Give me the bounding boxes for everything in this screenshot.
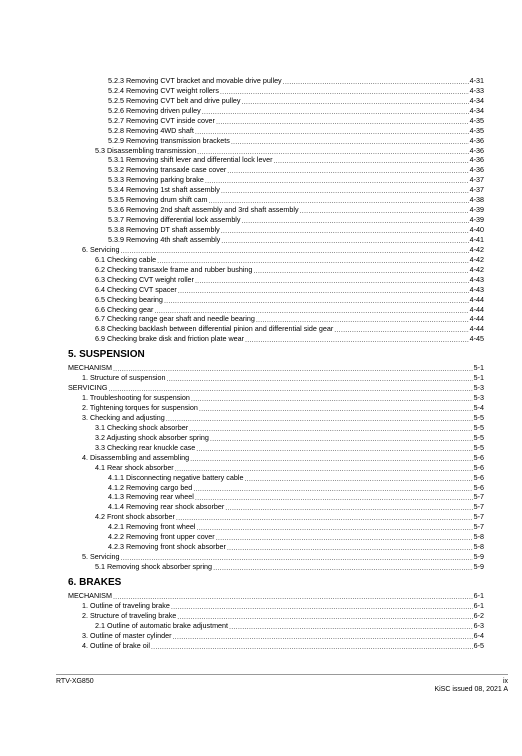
toc-dot-leader — [151, 641, 473, 651]
toc-dot-leader — [213, 562, 473, 572]
toc-entry-title: 4.1.1 Disconnecting negative battery cable — [108, 472, 244, 482]
toc-entry-title: 3. Outline of master cylinder — [82, 630, 172, 640]
toc-entry-title: 6.6 Checking gear — [95, 304, 154, 314]
toc-dot-leader — [225, 502, 472, 512]
toc-entry[interactable] — [68, 493, 484, 503]
toc-dot-leader — [197, 146, 469, 156]
toc-entry[interactable] — [68, 175, 484, 185]
toc-part-brakes — [68, 591, 484, 651]
toc-entry[interactable] — [68, 413, 484, 423]
toc-dot-leader — [221, 235, 468, 245]
toc-dot-leader — [244, 473, 472, 483]
toc-entry-title: 5.2.4 Removing CVT weight rollers — [108, 85, 219, 95]
toc-entry-title: 4.1.2 Removing cargo bed — [108, 482, 193, 492]
toc-dot-leader — [195, 275, 469, 285]
table-of-contents — [68, 76, 484, 651]
toc-dot-leader — [245, 334, 469, 344]
toc-entry-page: 4-41 — [469, 234, 484, 244]
toc-entry-title: 6.4 Checking CVT spacer — [95, 284, 177, 294]
toc-entry-page: 4-38 — [469, 195, 484, 205]
toc-entry-title: 4.2.2 Removing front upper cover — [108, 532, 215, 542]
section-heading-brakes: 6. BRAKES — [68, 577, 122, 588]
toc-entry[interactable] — [68, 611, 484, 621]
toc-dot-leader — [113, 591, 473, 601]
toc-entry-page: 6-3 — [473, 620, 484, 630]
toc-dot-leader — [210, 433, 473, 443]
toc-entry[interactable] — [68, 502, 484, 512]
toc-entry[interactable] — [68, 532, 484, 542]
toc-dot-leader — [121, 245, 469, 255]
toc-dot-leader — [191, 393, 473, 403]
toc-entry-title: 6.8 Checking backlash between differential pinion and differential side gear — [95, 324, 334, 334]
toc-entry-title: 5. Servicing — [82, 552, 120, 562]
toc-entry[interactable] — [68, 165, 484, 175]
toc-entry-title: 3.3 Checking rear knuckle case — [95, 442, 196, 452]
toc-entry[interactable] — [68, 126, 484, 136]
toc-entry-title: 3.2 Adjusting shock absorber spring — [95, 432, 209, 442]
section-heading-suspension: 5. SUSPENSION — [68, 349, 145, 361]
toc-entry-page: 4-39 — [469, 205, 484, 215]
toc-entry[interactable] — [68, 542, 484, 552]
toc-dot-leader — [300, 205, 469, 215]
toc-entry[interactable] — [68, 601, 484, 611]
toc-entry-title: 6.9 Checking brake disk and friction plate wear — [95, 334, 245, 344]
toc-entry-title: 5.2.9 Removing transmission brackets — [108, 135, 230, 145]
toc-entry-title: 5.1 Removing shock absorber spring — [95, 562, 213, 572]
toc-entry-title: 5.2.7 Removing CVT inside cover — [108, 115, 215, 125]
toc-dot-leader — [195, 126, 469, 136]
toc-dot-leader — [220, 86, 469, 96]
toc-dot-leader — [172, 631, 472, 641]
toc-entry-page: 5-7 — [473, 492, 484, 502]
toc-entry[interactable] — [68, 591, 484, 601]
toc-entry-page: 4-42 — [469, 264, 484, 274]
toc-entry-page: 5-8 — [473, 532, 484, 542]
toc-entry-page: 4-44 — [469, 304, 484, 314]
toc-entry-title: 4. Outline of brake oil — [82, 640, 150, 650]
toc-entry-title: 5.3.9 Removing 4th shaft assembly — [108, 234, 221, 244]
toc-entry[interactable] — [68, 552, 484, 562]
toc-entry-title: 5.3 Disassembling transmission — [95, 145, 197, 155]
footer-divider — [56, 674, 508, 675]
toc-entry-page: 5-9 — [473, 562, 484, 572]
toc-entry[interactable] — [68, 285, 484, 295]
toc-entry[interactable] — [68, 315, 484, 325]
toc-entry-title: 5.3.4 Removing 1st shaft assembly — [108, 185, 220, 195]
toc-entry-page: 4-36 — [469, 135, 484, 145]
toc-entry[interactable] — [68, 512, 484, 522]
toc-dot-leader — [216, 116, 469, 126]
toc-dot-leader — [108, 383, 472, 393]
toc-entry[interactable] — [68, 96, 484, 106]
toc-entry[interactable] — [68, 433, 484, 443]
toc-entry[interactable] — [68, 631, 484, 641]
toc-entry[interactable] — [68, 423, 484, 433]
toc-entry-title: 3. Checking and adjusting — [82, 412, 165, 422]
toc-entry-title: 6.2 Checking transaxle frame and rubber bushing — [95, 264, 253, 274]
toc-entry-page: 4-45 — [469, 334, 484, 344]
toc-entry-title: MECHANISM — [68, 590, 112, 600]
toc-entry[interactable] — [68, 641, 484, 651]
toc-entry[interactable] — [68, 373, 484, 383]
toc-entry-page: 4-35 — [469, 125, 484, 135]
toc-entry[interactable] — [68, 324, 484, 334]
toc-entry-page: 5-6 — [473, 462, 484, 472]
toc-entry[interactable] — [68, 195, 484, 205]
toc-entry[interactable] — [68, 146, 484, 156]
toc-dot-leader — [283, 76, 469, 86]
toc-entry[interactable] — [68, 76, 484, 86]
toc-entry-page: 4-39 — [469, 215, 484, 225]
toc-entry-page: 4-42 — [469, 244, 484, 254]
toc-entry-title: 2. Structure of traveling brake — [82, 610, 177, 620]
toc-entry[interactable] — [68, 562, 484, 572]
toc-dot-leader — [334, 324, 468, 334]
toc-entry-title: 1. Troubleshooting for suspension — [82, 393, 190, 403]
toc-part-transmission — [68, 76, 484, 344]
toc-dot-leader — [273, 156, 468, 166]
toc-entry-page: 5-1 — [473, 373, 484, 383]
toc-entry[interactable] — [68, 156, 484, 166]
toc-entry-title: 6.1 Checking cable — [95, 254, 157, 264]
toc-dot-leader — [166, 413, 473, 423]
toc-entry[interactable] — [68, 463, 484, 473]
toc-entry-page: 5-5 — [473, 422, 484, 432]
toc-dot-leader — [164, 295, 469, 305]
toc-entry-page: 5-5 — [473, 412, 484, 422]
toc-entry-page: 5-8 — [473, 542, 484, 552]
footer-model: RTV-XG850 — [56, 678, 94, 685]
toc-dot-leader — [227, 542, 473, 552]
toc-entry[interactable] — [68, 363, 484, 373]
toc-entry[interactable] — [68, 205, 484, 215]
toc-entry-page: 5-5 — [473, 432, 484, 442]
toc-entry-title: 4.2.3 Removing front shock absorber — [108, 542, 226, 552]
toc-entry[interactable] — [68, 255, 484, 265]
toc-entry-page: 4-43 — [469, 274, 484, 284]
toc-dot-leader — [157, 255, 468, 265]
toc-entry-page: 4-44 — [469, 324, 484, 334]
toc-entry[interactable] — [68, 473, 484, 483]
toc-entry-title: 4. Disassembling and assembling — [82, 452, 190, 462]
toc-entry-page: 6-5 — [473, 640, 484, 650]
toc-entry-page: 5-6 — [473, 472, 484, 482]
toc-dot-leader — [190, 453, 473, 463]
toc-entry-page: 5-7 — [473, 502, 484, 512]
toc-dot-leader — [253, 265, 468, 275]
toc-entry-page: 5-4 — [473, 403, 484, 413]
toc-entry-page: 4-36 — [469, 155, 484, 165]
toc-entry-page: 6-4 — [473, 630, 484, 640]
toc-entry-page: 5-9 — [473, 552, 484, 562]
toc-entry-title: 6. Servicing — [82, 244, 120, 254]
toc-entry[interactable] — [68, 265, 484, 275]
toc-dot-leader — [178, 285, 469, 295]
toc-entry-title: 2. Tightening torques for suspension — [82, 403, 198, 413]
toc-entry-page: 6-1 — [473, 600, 484, 610]
toc-entry-page: 5-7 — [473, 522, 484, 532]
toc-entry[interactable] — [68, 215, 484, 225]
toc-entry-page: 4-40 — [469, 225, 484, 235]
toc-entry-page: 5-6 — [473, 482, 484, 492]
toc-entry-title: 6.7 Checking range gear shaft and needle bearing — [95, 314, 255, 324]
toc-entry-page: 4-37 — [469, 175, 484, 185]
toc-dot-leader — [221, 185, 469, 195]
toc-entry-title: MECHANISM — [68, 363, 112, 373]
toc-dot-leader — [167, 373, 473, 383]
toc-entry[interactable] — [68, 305, 484, 315]
toc-entry-page: 4-42 — [469, 254, 484, 264]
toc-entry-title: SERVICING — [68, 383, 108, 393]
toc-entry-page: 4-34 — [469, 95, 484, 105]
toc-entry-title: 5.2.3 Removing CVT bracket and movable drive pulley — [108, 75, 282, 85]
toc-dot-leader — [242, 96, 469, 106]
toc-entry[interactable] — [68, 453, 484, 463]
toc-entry-page: 6-1 — [473, 590, 484, 600]
toc-entry[interactable] — [68, 245, 484, 255]
toc-entry-title: 1. Outline of traveling brake — [82, 600, 170, 610]
toc-entry-title: 5.2.6 Removing driven pulley — [108, 105, 201, 115]
toc-dot-leader — [189, 423, 473, 433]
toc-entry-title: 5.3.1 Removing shift lever and differential lock lever — [108, 155, 273, 165]
toc-entry-page: 6-2 — [473, 610, 484, 620]
toc-dot-leader — [176, 512, 473, 522]
toc-dot-leader — [196, 443, 472, 453]
toc-entry-title: 5.3.5 Removing drum shift cam — [108, 195, 208, 205]
toc-entry-title: 4.2.1 Removing front wheel — [108, 522, 196, 532]
toc-dot-leader — [113, 363, 473, 373]
toc-dot-leader — [154, 305, 468, 315]
toc-entry[interactable] — [68, 295, 484, 305]
toc-entry-title: 5.3.2 Removing transaxle case cover — [108, 165, 227, 175]
toc-entry[interactable] — [68, 403, 484, 413]
toc-dot-leader — [208, 195, 468, 205]
toc-dot-leader — [202, 106, 469, 116]
toc-entry-page: 4-33 — [469, 85, 484, 95]
toc-entry-title: 6.3 Checking CVT weight roller — [95, 274, 194, 284]
toc-entry[interactable] — [68, 106, 484, 116]
toc-entry-page: 4-34 — [469, 105, 484, 115]
toc-dot-leader — [242, 215, 469, 225]
toc-entry-page: 5-1 — [473, 363, 484, 373]
toc-entry-title: 5.2.5 Removing CVT belt and drive pulley — [108, 95, 241, 105]
toc-entry-page: 5-6 — [473, 452, 484, 462]
toc-entry[interactable] — [68, 136, 484, 146]
toc-entry[interactable] — [68, 334, 484, 344]
toc-entry-title: 1. Structure of suspension — [82, 373, 166, 383]
toc-entry[interactable] — [68, 383, 484, 393]
toc-entry-page: 5-5 — [473, 442, 484, 452]
toc-dot-leader — [205, 175, 469, 185]
toc-entry[interactable] — [68, 393, 484, 403]
toc-entry-page: 4-43 — [469, 284, 484, 294]
toc-dot-leader — [199, 403, 473, 413]
toc-dot-leader — [175, 463, 473, 473]
toc-entry[interactable] — [68, 116, 484, 126]
toc-entry-page: 5-7 — [473, 512, 484, 522]
toc-dot-leader — [227, 165, 468, 175]
toc-entry[interactable] — [68, 522, 484, 532]
toc-entry-title: 3.1 Checking shock absorber — [95, 422, 189, 432]
footer-page-number: ix — [502, 678, 508, 685]
toc-entry[interactable] — [68, 621, 484, 631]
toc-entry-title: 5.3.8 Removing DT shaft assembly — [108, 225, 220, 235]
toc-dot-leader — [256, 315, 469, 325]
toc-part-suspension — [68, 363, 484, 572]
toc-entry-title: 5.3.3 Removing parking brake — [108, 175, 204, 185]
toc-entry[interactable] — [68, 86, 484, 96]
toc-dot-leader — [197, 522, 473, 532]
toc-entry[interactable] — [68, 443, 484, 453]
toc-dot-leader — [177, 611, 472, 621]
toc-entry[interactable] — [68, 483, 484, 493]
toc-entry-page: 4-36 — [469, 165, 484, 175]
toc-entry-page: 4-31 — [469, 75, 484, 85]
toc-entry-page: 4-37 — [469, 185, 484, 195]
toc-entry[interactable] — [68, 225, 484, 235]
toc-entry-page: 4-35 — [469, 115, 484, 125]
toc-entry-title: 4.2 Front shock absorber — [95, 512, 175, 522]
toc-dot-leader — [171, 601, 473, 611]
toc-entry-title: 4.1.4 Removing rear shock absorber — [108, 502, 225, 512]
toc-entry-title: 5.3.7 Removing differential lock assembly — [108, 215, 241, 225]
toc-dot-leader — [221, 225, 469, 235]
toc-dot-leader — [216, 532, 473, 542]
toc-dot-leader — [193, 483, 472, 493]
toc-entry-page: 4-36 — [469, 145, 484, 155]
toc-dot-leader — [229, 621, 473, 631]
toc-entry-page: 5-3 — [473, 393, 484, 403]
toc-entry-page: 4-44 — [469, 314, 484, 324]
toc-entry[interactable] — [68, 275, 484, 285]
toc-entry-title: 5.2.8 Removing 4WD shaft — [108, 125, 194, 135]
toc-entry-title: 4.1.3 Removing rear wheel — [108, 492, 194, 502]
toc-entry-page: 5-3 — [473, 383, 484, 393]
toc-entry-title: 5.3.6 Removing 2nd shaft assembly and 3rd shaft assembly — [108, 205, 299, 215]
toc-dot-leader — [231, 136, 469, 146]
toc-entry-title: 4.1 Rear shock absorber — [95, 462, 174, 472]
toc-entry-title: 6.5 Checking bearing — [95, 294, 163, 304]
footer-issued: KiSC issued 08, 2021 A — [434, 686, 508, 693]
toc-entry-page: 4-44 — [469, 294, 484, 304]
toc-entry-title: 2.1 Outline of automatic brake adjustment — [95, 620, 229, 630]
toc-dot-leader — [121, 552, 473, 562]
toc-entry[interactable] — [68, 185, 484, 195]
toc-entry[interactable] — [68, 235, 484, 245]
toc-dot-leader — [195, 493, 473, 503]
